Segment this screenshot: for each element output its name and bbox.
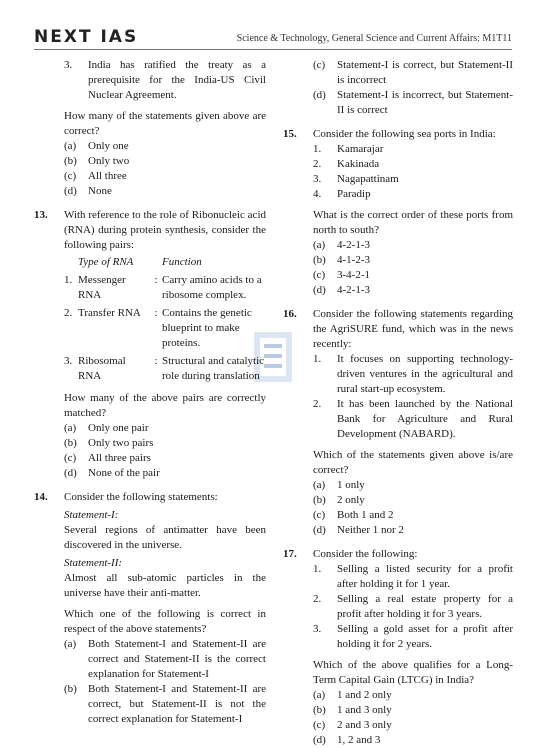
question-prompt: What is the correct order of these ports from north to south? (313, 209, 513, 236)
option-b[interactable]: (b) 4-1-2-3 (313, 254, 370, 266)
question-prompt: How many of the above pairs are correctly matched? (64, 392, 266, 419)
statement-2-text: Almost all sub-atomic particles in the universe have their anti-matter. (64, 572, 266, 599)
column-header-type: Type of RNA (78, 256, 134, 268)
statement-2-label: Statement-II: (64, 557, 123, 569)
rna-pairs-table (64, 255, 266, 387)
question-14-continued (283, 58, 513, 118)
list-item: 1. Kamarajar (313, 143, 384, 155)
question-number: 14. (34, 491, 48, 503)
list-item: 2. Selling a real estate property for a profit after holding it for 3 years. (313, 593, 513, 620)
question-prompt: Which one of the following is correct in respect of the above statements? (64, 608, 266, 635)
option-b[interactable]: (b) Only two (64, 155, 130, 167)
column-header-function: Function (162, 256, 202, 268)
question-17 (283, 547, 513, 748)
list-item: 3. Nagapattinam (313, 173, 399, 185)
question-number: 17. (283, 548, 297, 560)
header-divider (34, 49, 512, 50)
option-d[interactable]: (d) None (64, 185, 112, 197)
question-number: 13. (34, 209, 48, 221)
list-item: 1. It focuses on supporting technology-driven ventures in the agricultural and rural start-up ecosystem. (313, 353, 513, 395)
statement-1-text: Several regions of antimatter have been discovered in the universe. (64, 524, 266, 551)
list-item: 3. Selling a gold asset for a profit after holding it for 2 years. (313, 623, 513, 650)
subject-title: Science & Technology, General Science and Current Affairs: M1T11 (236, 33, 512, 44)
option-d[interactable]: (d) 1, 2 and 3 (313, 734, 381, 746)
option-c[interactable]: (c) Statement-I is correct, but Statement-II is incorrect (313, 59, 513, 86)
question-13 (34, 208, 266, 481)
option-a[interactable]: (a) 1 only (313, 479, 365, 491)
table-row: 2. Transfer RNA : Contains the genetic blueprint to make proteins. (64, 307, 252, 349)
left-column (34, 58, 266, 727)
question-prompt: Which of the above qualifies for a Long-Term Capital Gain (LTCG) in India? (313, 659, 513, 686)
option-d[interactable]: (d) Neither 1 nor 2 (313, 524, 404, 536)
option-c[interactable]: (c) All three pairs (64, 452, 151, 464)
question-14 (34, 490, 266, 727)
option-b[interactable]: (b) 2 only (313, 494, 365, 506)
list-item: 1. Selling a listed security for a profit after holding it for 1 year. (313, 563, 513, 590)
question-prompt: Which of the statements given above is/are correct? (313, 449, 513, 476)
question-16 (283, 307, 513, 538)
table-row: 1. Messenger RNA : Carry amino acids to a ribosome complex. (64, 274, 262, 301)
statement-3: 3. India has ratified the treaty as a prerequisite for the India-US Civil Nuclear Agreement. (64, 59, 266, 101)
option-b[interactable]: (b) 1 and 3 only (313, 704, 392, 716)
question-prompt: How many of the statements given above are correct? (64, 110, 266, 137)
question-text: Consider the following statements: (64, 491, 218, 503)
option-d[interactable]: (d) Statement-I is incorrect, but Statement-II is correct (313, 89, 513, 116)
list-item: 2. Kakinada (313, 158, 380, 170)
option-c[interactable]: (c) Both 1 and 2 (313, 509, 394, 521)
brand-logo: NEXT IAS (34, 27, 139, 47)
statement-1-label: Statement-I: (64, 509, 119, 521)
question-text: Consider the following statements regarding the AgriSURE fund, which was in the news recently: (313, 308, 513, 350)
option-a[interactable]: (a) 1 and 2 only (313, 689, 392, 701)
question-number: 15. (283, 128, 297, 140)
option-a[interactable]: (a) Only one (64, 140, 129, 152)
option-a[interactable]: (a) Both Statement-I and Statement-II are correct and Statement-II is the correct explanation for Statement-I (64, 638, 266, 680)
question-15 (283, 127, 513, 298)
question-number: 16. (283, 308, 297, 320)
page-header (0, 0, 550, 52)
option-a[interactable]: (a) 4-2-1-3 (313, 239, 370, 251)
option-c[interactable]: (c) 3-4-2-1 (313, 269, 370, 281)
question-12-continued (34, 58, 266, 199)
question-text: With reference to the role of Ribonucleic acid (RNA) during protein synthesis, consider the following pairs: (64, 209, 266, 251)
list-item: 4. Paradip (313, 188, 371, 200)
table-row: 3. Ribosomal RNA : Structural and catalytic role during translation (64, 355, 265, 382)
option-c[interactable]: (c) 2 and 3 only (313, 719, 392, 731)
option-c[interactable]: (c) All three (64, 170, 127, 182)
option-b[interactable]: (b) Both Statement-I and Statement-II are correct, but Statement-II is not the correct explanation for Statement-I (64, 683, 266, 725)
option-b[interactable]: (b) Only two pairs (64, 437, 154, 449)
option-a[interactable]: (a) Only one pair (64, 422, 149, 434)
option-d[interactable]: (d) None of the pair (64, 467, 160, 479)
list-item: 2. It has been launched by the National Bank for Agriculture and Rural Development (NABARD). (313, 398, 513, 440)
option-d[interactable]: (d) 4-2-1-3 (313, 284, 370, 296)
question-text: Consider the following: (313, 548, 418, 560)
question-text: Consider the following sea ports in India: (313, 128, 496, 140)
right-column (283, 58, 513, 748)
